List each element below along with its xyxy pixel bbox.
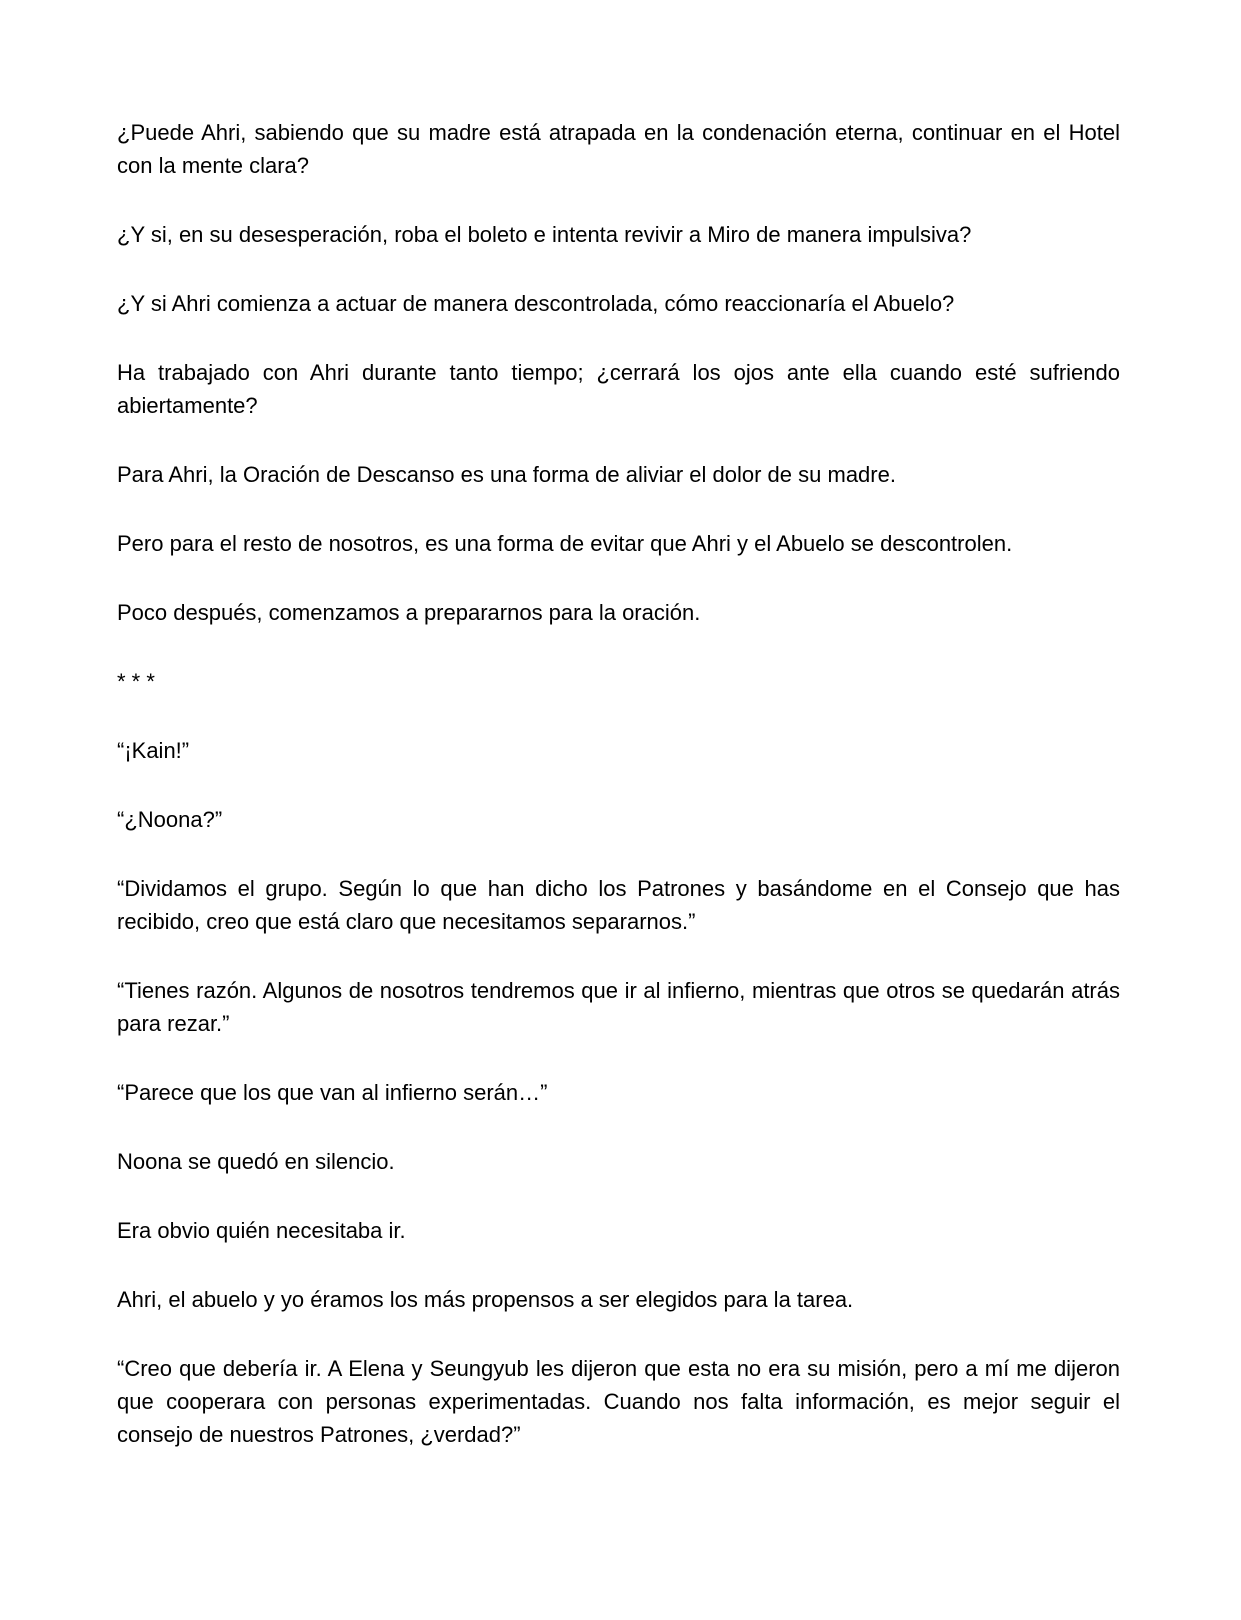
paragraph-8: “¡Kain!”	[117, 738, 190, 763]
paragraph-3: ¿Y si Ahri comienza a actuar de manera descontrolada, cómo reaccionaría el Abuelo?	[117, 291, 955, 316]
paragraph-11: “Tienes razón. Algunos de nosotros tendremos que ir al infierno, mientras que otros se quedarán atrás para rezar.”	[117, 978, 1120, 1036]
paragraph-14: Era obvio quién necesitaba ir.	[117, 1218, 406, 1243]
document-body	[117, 116, 1120, 1487]
paragraph-6: Pero para el resto de nosotros, es una forma de evitar que Ahri y el Abuelo se descontrolen.	[117, 531, 1013, 556]
paragraph-12: “Parece que los que van al infierno serán…”	[117, 1080, 548, 1105]
paragraph-5: Para Ahri, la Oración de Descanso es una forma de aliviar el dolor de su madre.	[117, 462, 896, 487]
paragraph-2: ¿Y si, en su desesperación, roba el boleto e intenta revivir a Miro de manera impulsiva?	[117, 222, 972, 247]
paragraph-4: Ha trabajado con Ahri durante tanto tiempo; ¿cerrará los ojos ante ella cuando esté sufriendo abiertamente?	[117, 360, 1120, 418]
paragraph-13: Noona se quedó en silencio.	[117, 1149, 395, 1174]
paragraph-10: “Dividamos el grupo. Según lo que han dicho los Patrones y basándome en el Consejo que has recibido, creo que está claro que necesitamos separarnos.”	[117, 876, 1120, 934]
scene-break: * * *	[117, 669, 155, 694]
paragraph-1: ¿Puede Ahri, sabiendo que su madre está atrapada en la condenación eterna, continuar en el Hotel con la mente clara?	[117, 120, 1120, 178]
paragraph-15: Ahri, el abuelo y yo éramos los más propensos a ser elegidos para la tarea.	[117, 1287, 854, 1312]
paragraph-9: “¿Noona?”	[117, 807, 223, 832]
paragraph-7: Poco después, comenzamos a prepararnos para la oración.	[117, 600, 701, 625]
paragraph-16: “Creo que debería ir. A Elena y Seungyub les dijeron que esta no era su misión, pero a mí me dijeron que cooperara con personas experimentadas. Cuando nos falta información, es mejor seguir el consejo de nuestros Patrones, ¿verdad?”	[117, 1356, 1120, 1447]
